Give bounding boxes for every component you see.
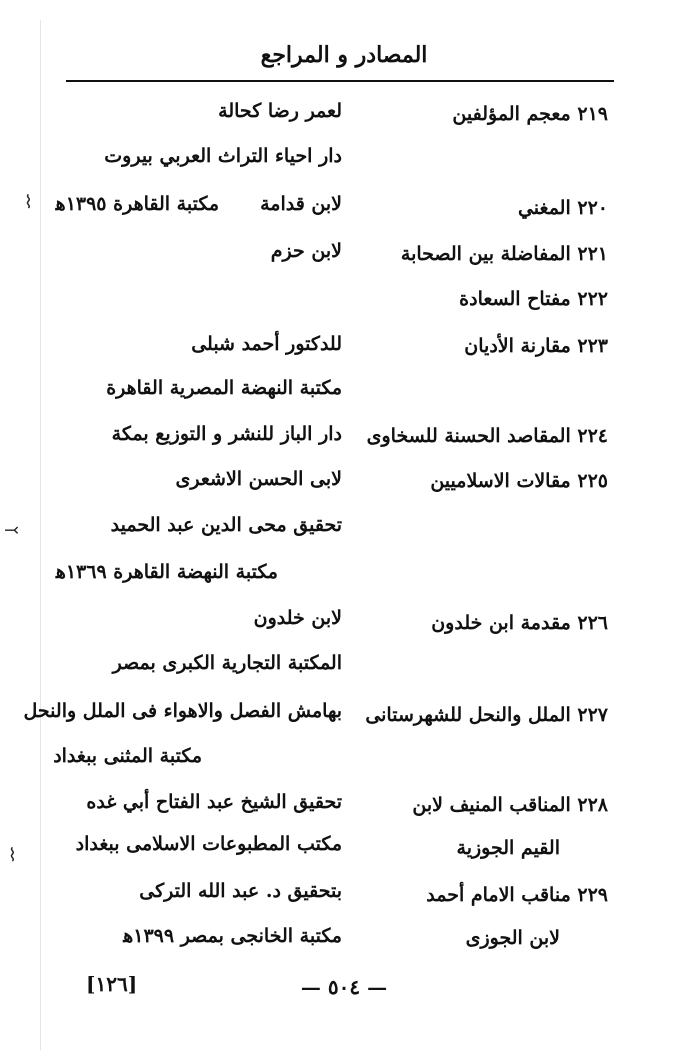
entry-219-title [452,103,608,125]
entry-223-title [464,335,608,357]
page-number: — ٥٠٤ — [300,975,388,999]
entry-225-detail-2: مكتبة النهضة القاهرة ١٣٦٩ﻫ [55,561,278,583]
entry-number: ٢٢٧ [577,704,608,726]
entry-number: ٢٢٩ [577,884,608,906]
entry-title: معجم المؤلفين [452,103,571,125]
margin-mark: ⤙ [4,520,20,541]
entry-219-detail: دار احياء التراث العربي بيروت [104,145,342,167]
entry-227-detail: مكتبة المثنى ببغداد [53,745,202,767]
entry-number: ٢٢٢ [577,288,608,310]
entry-228-title-cont: القيم الجوزية [456,837,560,859]
entry-222-title [459,288,608,310]
entry-number: ٢٢١ [577,243,608,265]
entry-title: مقدمة ابن خلدون [431,612,571,634]
entry-226-author: لابن خلدون [253,607,342,629]
header-divider [66,80,614,82]
entry-226-detail: المكتبة التجارية الكبرى بمصر [112,652,342,674]
entry-228-author-cont: مكتب المطبوعات الاسلامى ببغداد [75,833,342,855]
entry-228-author: تحقيق الشيخ عبد الفتاح أبي غده [86,791,342,813]
page-title: المصادر و المراجع [260,42,428,68]
entry-title: المناقب المنيف لابن [412,794,571,816]
entry-223-detail: مكتبة النهضة المصرية القاهرة [106,377,342,399]
entry-title: المغني [517,197,571,219]
entry-title: مقالات الاسلاميين [430,470,571,492]
entry-title: مقارنة الأديان [464,335,571,357]
entry-title: الملل والنحل للشهرستانى [365,704,571,726]
entry-229-title [426,884,608,906]
entry-number: ٢٢٦ [577,612,608,634]
entry-224-title [367,425,608,447]
entry-224-author: دار الباز للنشر و التوزيع بمكة [111,423,342,445]
entry-225-detail-1: تحقيق محى الدين عبد الحميد [110,514,342,536]
entry-title: مناقب الامام أحمد [426,884,571,906]
entry-number: ٢٢٨ [577,794,608,816]
entry-227-title [365,704,608,726]
entry-226-title [431,612,608,634]
entry-221-author: لابن حزم [270,240,342,262]
entry-229-author: بتحقيق د. عبد الله التركى [139,880,342,902]
entry-220-title [518,197,608,219]
entry-219-author: لعمر رضا كحالة [218,100,342,122]
entry-225-author: لابى الحسن الاشعرى [175,468,342,490]
entry-221-title [401,243,608,265]
entry-220-author: لابن قدامة [260,193,342,215]
entry-227-author: بهامش الفصل والاهواء فى الملل والنحل [23,700,342,722]
entry-title: المقاصد الحسنة للسخاوى [366,425,571,447]
margin-mark: ⌇ [24,192,33,213]
entry-229-title-cont: لابن الجوزى [465,927,560,949]
entry-225-title [430,470,608,492]
entry-229-author-cont: مكتبة الخانجى بمصر ١٣٩٩ﻫ [123,925,342,947]
entry-title: مفتاح السعادة [459,288,571,310]
entry-number: ٢١٩ [577,103,608,125]
entry-223-author: للدكتور أحمد شبلى [191,333,342,355]
entry-number: ٢٢٠ [577,197,608,219]
entry-220-publisher: مكتبة القاهرة ١٣٩٥ﻫ [55,193,219,215]
entry-228-title [412,794,608,816]
original-page-number: [١٢٦] [86,972,138,996]
entry-title: المفاضلة بين الصحابة [400,243,571,265]
scan-edge-line [40,20,45,1050]
entry-number: ٢٢٣ [577,335,608,357]
margin-mark: ⌇ [8,845,17,866]
entry-number: ٢٢٥ [577,470,608,492]
entry-number: ٢٢٤ [577,425,608,447]
